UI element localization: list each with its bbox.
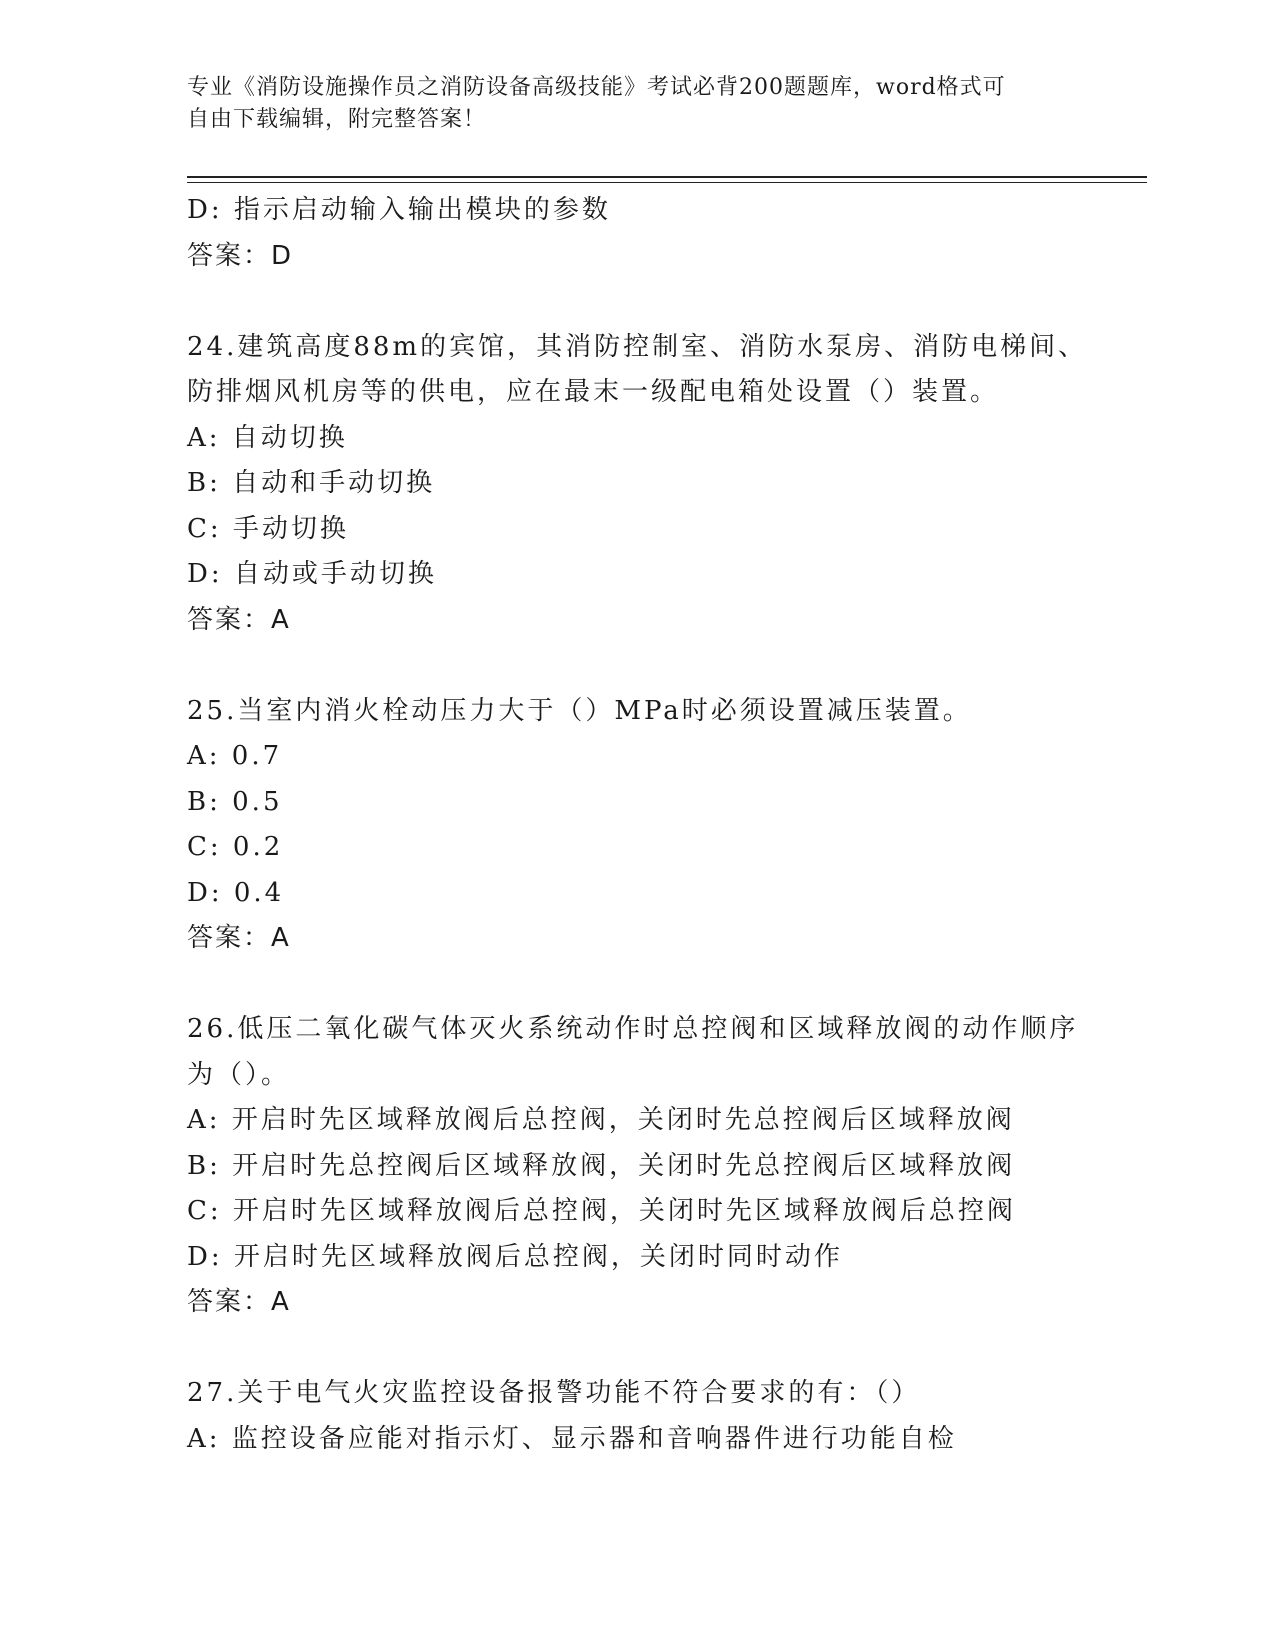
option-c: C: 0.2 xyxy=(187,832,284,862)
option-d: D: 指示启动输入输出模块的参数 xyxy=(187,195,611,225)
spacer xyxy=(187,962,1087,1008)
option-c: C: 手动切换 xyxy=(187,513,349,544)
question-25 xyxy=(187,689,1087,962)
question-23-tail xyxy=(187,188,1087,279)
question-stem: 25.当室内消火栓动压力大于（）MPa时必须设置减压装置。 xyxy=(187,695,972,726)
question-stem: 24.建筑高度88m的宾馆，其消防控制室、消防水泵房、消防电梯间、 xyxy=(187,331,1088,362)
answer: 答案：A xyxy=(187,1287,291,1317)
question-stem: 为（）。 xyxy=(187,1059,291,1090)
spacer xyxy=(187,643,1087,689)
option-a: A: 开启时先区域释放阀后总控阀，关闭时先总控阀后区域释放阀 xyxy=(187,1105,1015,1135)
question-27 xyxy=(187,1371,1087,1462)
question-24 xyxy=(187,325,1087,644)
document-header xyxy=(187,72,1067,136)
option-d: D: 0.4 xyxy=(187,877,285,908)
option-b: B: 开启时先总控阀后区域释放阀，关闭时先总控阀后区域释放阀 xyxy=(187,1150,1016,1181)
answer: 答案：A xyxy=(187,923,291,953)
option-d: D: 开启时先区域释放阀后总控阀，关闭时同时动作 xyxy=(187,1241,843,1272)
answer: 答案：D xyxy=(187,240,294,271)
option-a: A: 0.7 xyxy=(187,741,283,771)
header-divider-thin xyxy=(187,182,1147,183)
header-line-1: 专业《消防设施操作员之消防设备高级技能》考试必背200题题库，word格式可 xyxy=(187,75,1006,100)
option-b: B: 自动和手动切换 xyxy=(187,468,436,498)
question-stem: 26.低压二氧化碳气体灭火系统动作时总控阀和区域释放阀的动作顺序 xyxy=(187,1014,1079,1044)
option-a: A: 监控设备应能对指示灯、显示器和音响器件进行功能自检 xyxy=(187,1423,957,1454)
option-d: D: 自动或手动切换 xyxy=(187,559,437,589)
spacer xyxy=(187,1326,1087,1372)
question-list xyxy=(187,188,1087,1462)
question-stem: 27.关于电气火灾监控设备报警功能不符合要求的有：（） xyxy=(187,1378,921,1408)
question-26 xyxy=(187,1007,1087,1326)
answer: 答案：A xyxy=(187,604,291,635)
header-divider-thick xyxy=(187,176,1147,178)
spacer xyxy=(187,279,1087,325)
option-b: B: 0.5 xyxy=(187,786,283,817)
option-c: C: 开启时先区域释放阀后总控阀，关闭时先区域释放阀后总控阀 xyxy=(187,1196,1016,1226)
header-line-2: 自由下载编辑，附完整答案！ xyxy=(187,107,487,132)
question-stem: 防排烟风机房等的供电，应在最末一级配电箱处设置（）装置。 xyxy=(187,377,1000,407)
option-a: A: 自动切换 xyxy=(187,422,348,453)
